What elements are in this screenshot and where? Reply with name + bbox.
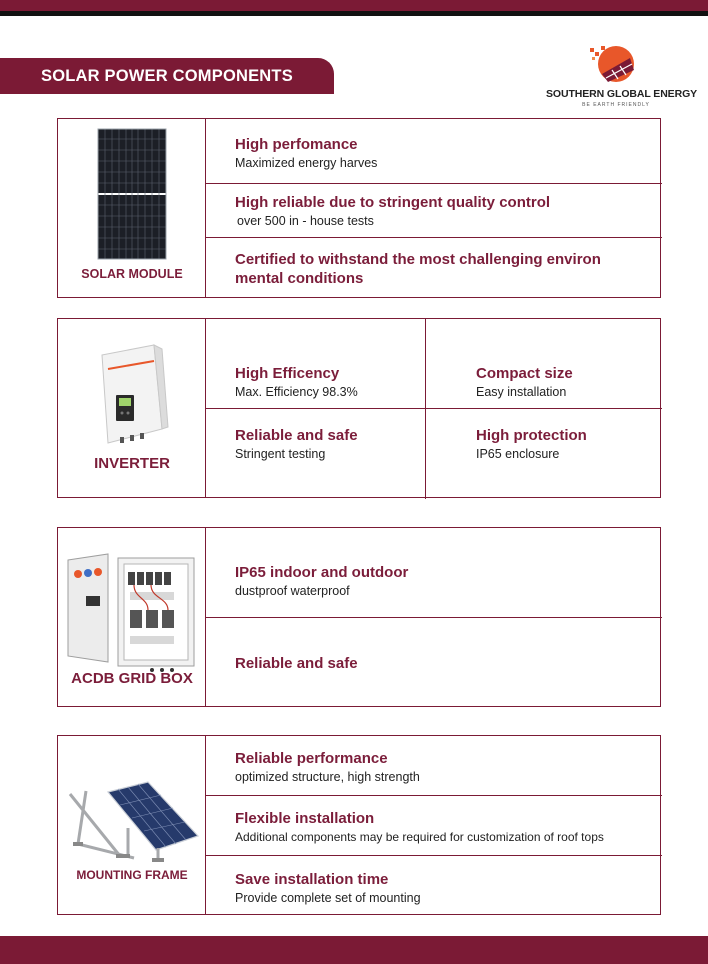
logo-company-name: SOUTHERN GLOBAL ENERGY xyxy=(546,88,698,100)
feature-title: High reliable due to stringent quality control xyxy=(235,194,551,211)
solar-feature-1 xyxy=(235,135,655,171)
acdb-panel xyxy=(57,527,661,707)
row-divider xyxy=(206,183,662,184)
feature-title: Certified to withstand the most challenging environ mental conditions xyxy=(235,251,601,287)
inverter-feature-4 xyxy=(476,426,656,462)
inverter-image-cell xyxy=(58,319,206,497)
feature-title: Reliable performance xyxy=(235,750,388,767)
mounting-panel xyxy=(57,735,661,915)
feature-desc: Easy installation xyxy=(476,385,567,399)
page-title: SOLAR POWER COMPONENTS xyxy=(41,67,293,85)
bottom-bar xyxy=(0,936,708,964)
feature-title: Flexible installation xyxy=(235,810,375,827)
solar-module-image-cell xyxy=(58,119,206,297)
inverter-label: INVERTER xyxy=(94,455,170,472)
inverter-feature-1 xyxy=(235,364,420,400)
feature-desc: Additional components may be required for customization of roof tops xyxy=(235,830,604,844)
inverter-device-icon xyxy=(58,319,206,499)
mounting-feature-3 xyxy=(235,870,660,906)
feature-desc: Maximized energy harves xyxy=(235,156,378,170)
acdb-image-cell xyxy=(58,528,206,706)
feature-desc: Max. Efficiency 98.3% xyxy=(235,385,358,399)
solar-feature-3 xyxy=(235,250,645,288)
logo-tagline: BE EARTH FRIENDLY xyxy=(582,102,650,108)
row-divider xyxy=(206,408,662,409)
row-divider xyxy=(206,855,662,856)
logo-emblem-icon xyxy=(546,44,686,88)
inverter-panel xyxy=(57,318,661,498)
feature-title: Save installation time xyxy=(235,871,389,888)
row-divider xyxy=(206,795,662,796)
top-bar xyxy=(0,0,708,16)
feature-title: High Efficency xyxy=(235,365,340,382)
feature-desc: dustproof waterproof xyxy=(235,584,350,598)
feature-desc: IP65 enclosure xyxy=(476,447,560,461)
mounting-feature-1 xyxy=(235,749,660,785)
acdb-feature-1 xyxy=(235,563,655,599)
row-divider xyxy=(206,237,662,238)
feature-desc: over 500 in - house tests xyxy=(237,214,374,228)
row-divider xyxy=(206,617,662,618)
feature-desc: Provide complete set of mounting xyxy=(235,891,421,905)
inverter-feature-2 xyxy=(476,364,656,400)
solar-module-panel xyxy=(57,118,661,298)
mounting-feature-2 xyxy=(235,809,660,845)
mounting-image-cell xyxy=(58,736,206,914)
feature-title: IP65 indoor and outdoor xyxy=(235,564,409,581)
feature-title: Compact size xyxy=(476,365,573,382)
solar-feature-2 xyxy=(235,193,655,229)
feature-desc: optimized structure, high strength xyxy=(235,770,420,784)
feature-title: Reliable and safe xyxy=(235,655,358,672)
solar-module-label: SOLAR MODULE xyxy=(81,267,183,281)
feature-title: Reliable and safe xyxy=(235,427,358,444)
inverter-feature-3 xyxy=(235,426,420,462)
feature-title: High protection xyxy=(476,427,587,444)
feature-desc: Stringent testing xyxy=(235,447,326,461)
acdb-feature-2 xyxy=(235,654,655,673)
company-logo xyxy=(546,44,698,114)
column-divider xyxy=(425,319,426,499)
title-banner xyxy=(0,58,334,94)
mounting-frame-icon xyxy=(58,736,206,916)
mounting-label: MOUNTING FRAME xyxy=(76,868,188,882)
acdb-label: ACDB GRID BOX xyxy=(71,670,193,687)
feature-title: High perfomance xyxy=(235,136,358,153)
